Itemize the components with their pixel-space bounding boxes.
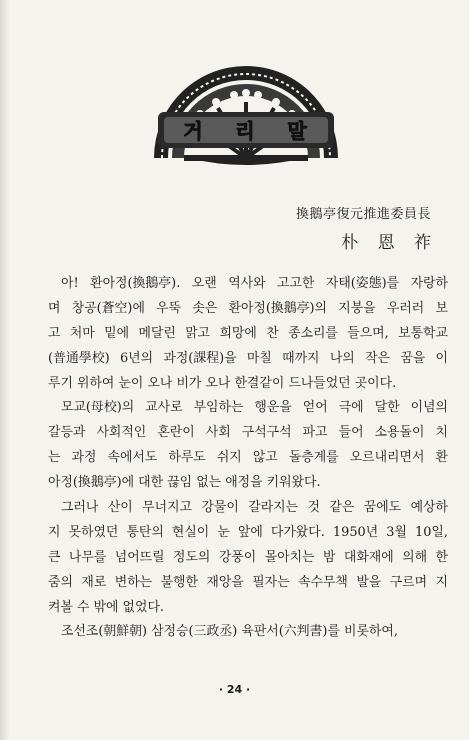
title-char: 리 [235,118,257,143]
text-line: 며 창공(蒼空)에 우뚝 솟은 환아정(換鵝亭)의 지붕을 우러러 보 [48,300,448,316]
title-char: 거 [183,118,205,143]
text-line: 아정(換鵝亭)에 대한 끊임 없는 애정을 키워왔다. [48,475,321,491]
text-line: 그러나 산이 무너지고 강물이 갈라지는 것 같은 꿈에도 예상하 [61,500,448,516]
text-line: 는 과정 속에서도 하루도 쉬지 않고 돌층계를 오르내리면서 환 [48,450,448,466]
text-line: 지 못하였던 통탄의 현실이 눈 앞에 다가왔다. 1950년 3월 10일, [48,524,448,540]
text-line: 모교(母校)의 교사로 부임하는 행운을 얻어 극에 달한 이념의 [61,400,448,416]
text-line: 고 처마 밑에 메달린 맑고 희망에 찬 종소리를 들으며, 보통학교 [48,325,448,341]
title-char: 말 [287,118,309,143]
page-number: · 24 · [218,683,251,696]
text-line: 켜볼 수 밖에 없었다. [48,599,165,615]
text-line: 루기 위하여 눈이 오나 비가 오나 한결같이 드나들었던 곳이다. [48,375,397,391]
author-name: 朴 恩 祚 [341,233,438,253]
text-line: 아! 환아정(換鵝亭). 오랜 역사와 고고한 자태(姿態)를 자랑하 [61,276,448,291]
body-text [48,272,448,645]
text-line: 큰 나무를 넘어뜨릴 정도의 강풍이 몰아치는 밤 대화재에 의해 한 [48,549,448,565]
author-title: 換鵝亭復元推進委員長 [295,207,431,222]
text-line: 갈등과 사회적인 혼란이 사회 구석구석 파고 들어 소용돌이 치 [48,425,448,441]
text-line: 조선조(朝鮮朝) 삼정승(三政丞) 육판서(六判書)를 비롯하여, [61,624,398,640]
text-line: (普通學校) 6년의 과정(課程)을 마칠 때까지 나의 작은 꿈을 이 [48,350,448,366]
author-block [295,203,438,253]
page-edge [0,0,10,740]
text-line: 줌의 재로 변하는 불행한 재앙을 필자는 속수무책 발을 구르며 지 [48,574,448,590]
section-title [168,114,324,144]
